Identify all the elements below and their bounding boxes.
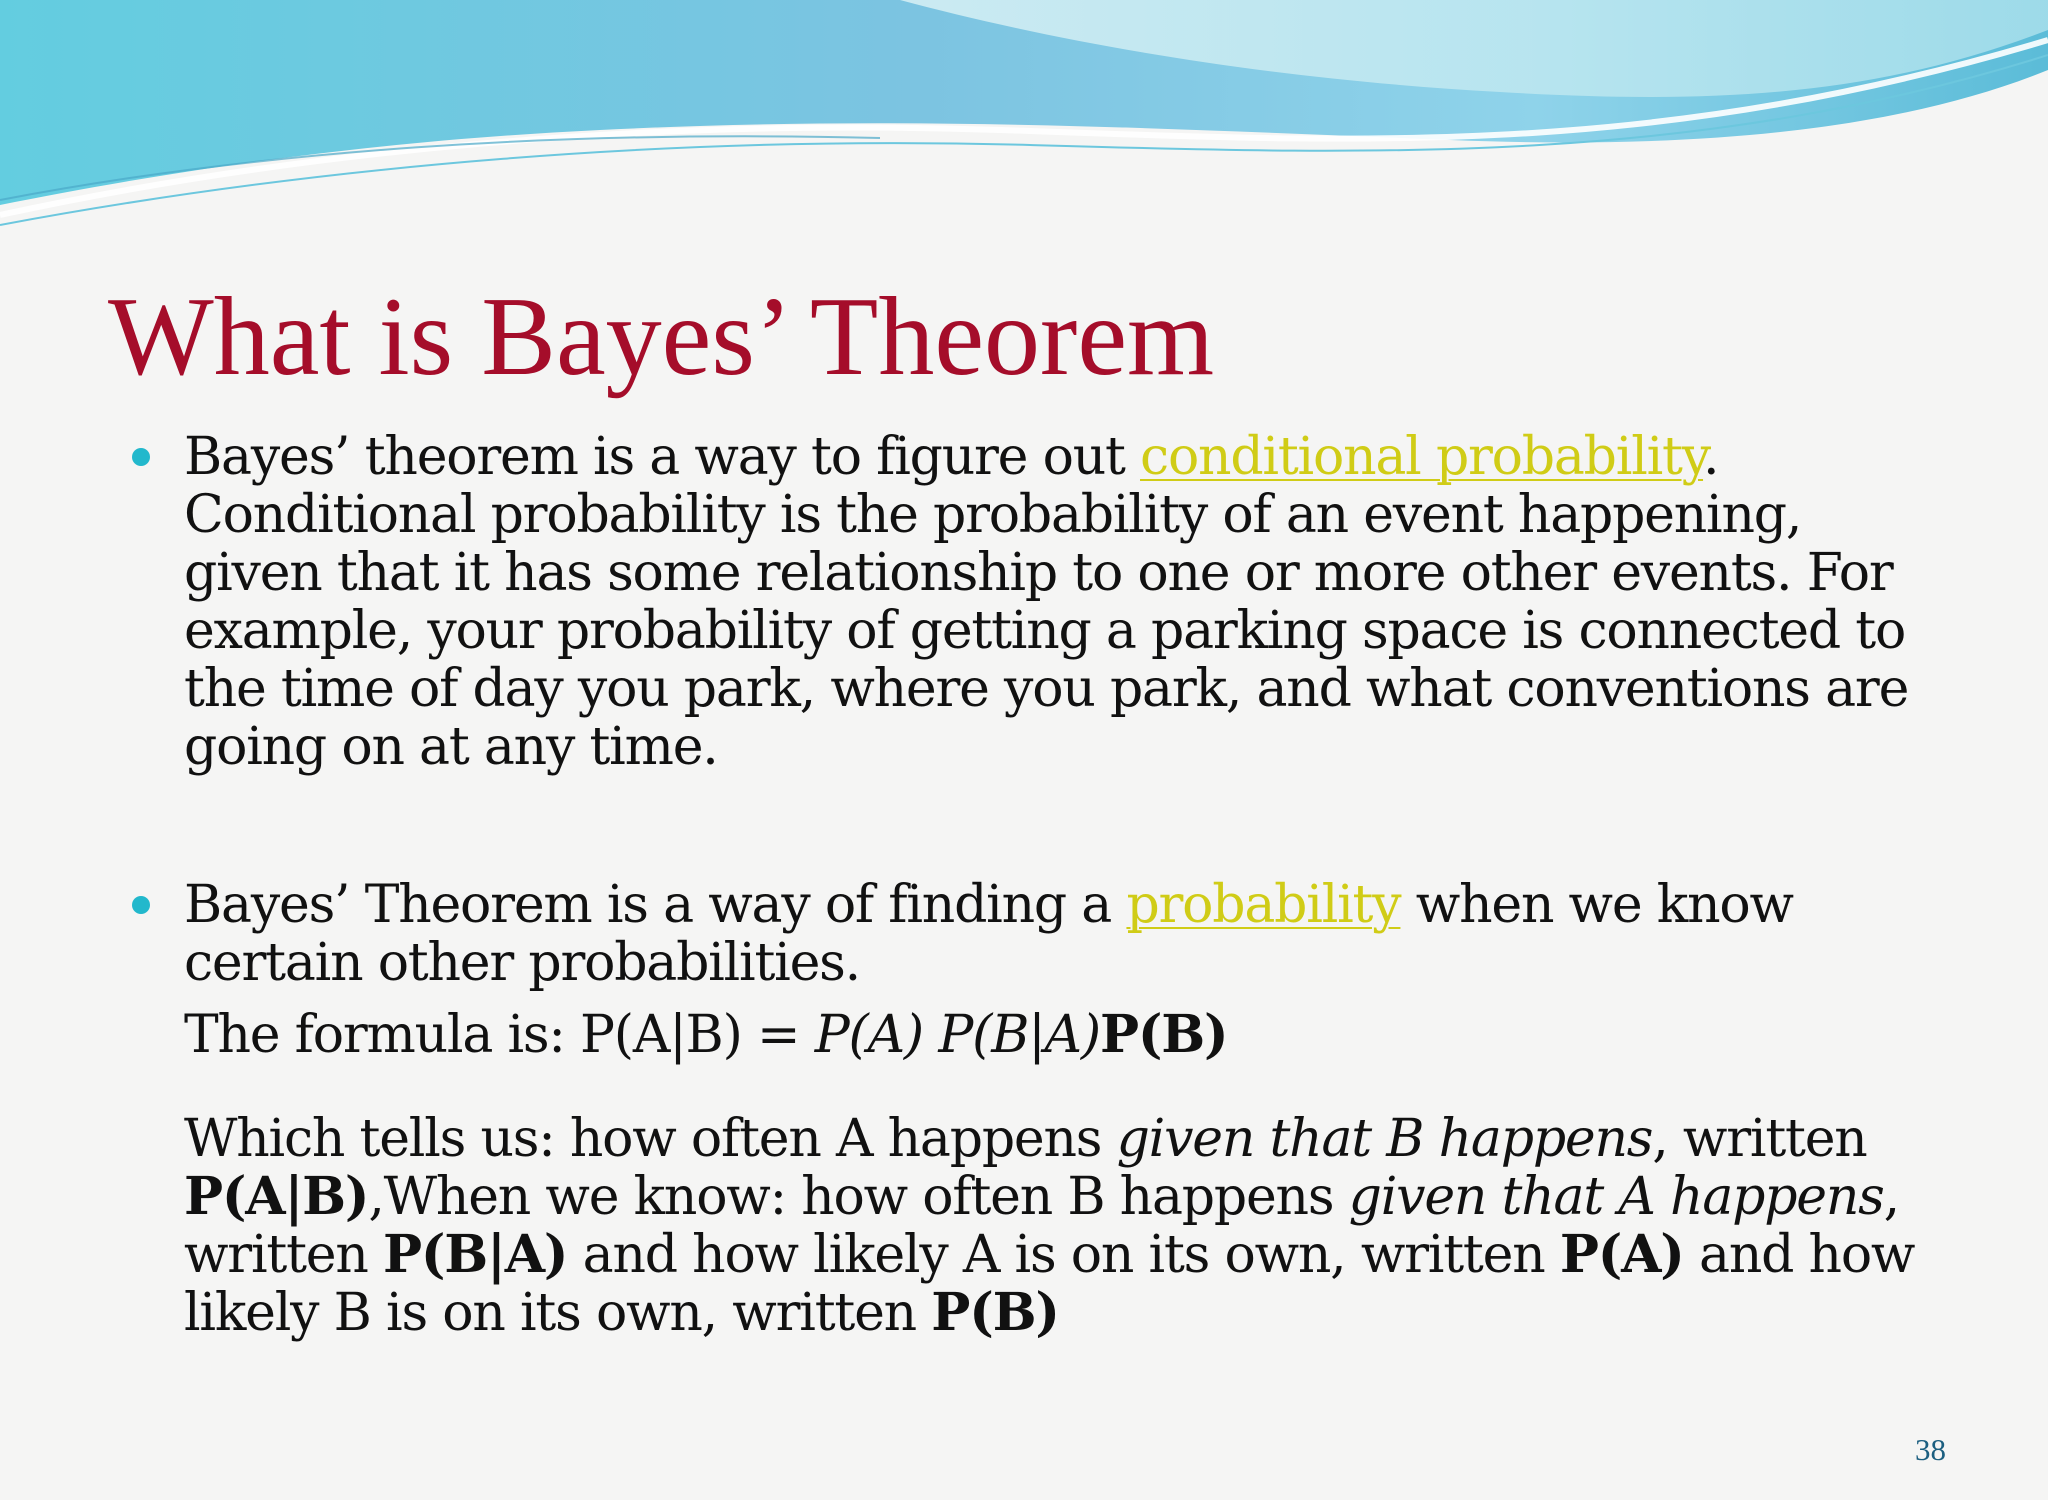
- explanation-text: , written: [184, 1167, 1899, 1285]
- explanation-bold: P(A|B): [184, 1166, 369, 1227]
- bullet-dot-icon: [132, 896, 150, 914]
- explanation-bold: P(A): [1559, 1224, 1684, 1285]
- bullet-item-conditional-probability: [126, 428, 1936, 776]
- page-number: 38: [1915, 1432, 1946, 1467]
- bullet-text-before-link: Bayes’ theorem is a way to figure out: [184, 427, 1141, 487]
- formula-prefix: The formula is: P(A|B) =: [184, 1005, 815, 1065]
- explanation-text: and how likely A is on its own, written: [567, 1225, 1560, 1285]
- explanation-text: Which tells us: how often A happens: [184, 1109, 1117, 1169]
- bullet-text-after-link: . Conditional probability is the probability of an event happening, given that it has some relationship to one or more other events. For example, your probability of getting a parking space is connected to the time of day you park, where you park, and what conventions are going on at any time.: [184, 427, 1909, 777]
- conditional-probability-link[interactable]: conditional probability: [1140, 427, 1704, 487]
- bullet-text-before-link: Bayes’ Theorem is a way of finding a: [184, 875, 1127, 935]
- explanation-text: ,When we know: how often B happens: [368, 1167, 1349, 1227]
- formula-line: [126, 1006, 1936, 1064]
- bullet-dot-icon: [132, 448, 150, 466]
- formula-denominator: P(B): [1100, 1004, 1228, 1065]
- formula-explanation: [126, 1110, 1936, 1342]
- bullet-item-bayes-definition: [126, 876, 1936, 992]
- slide-body: [126, 428, 1936, 1342]
- explanation-bold: P(B): [931, 1282, 1059, 1343]
- explanation-italic: given that A happens: [1348, 1167, 1884, 1227]
- explanation-text: and how likely B is on its own, written: [184, 1225, 1915, 1343]
- explanation-bold: P(B|A): [382, 1224, 568, 1285]
- probability-link[interactable]: probability: [1126, 875, 1401, 935]
- bullet-text-after-link: when we know certain other probabilities.: [184, 875, 1793, 993]
- explanation-text: , written: [1652, 1109, 1867, 1169]
- header-wave-decoration: [0, 0, 2048, 240]
- formula-numerator: P(A) P(B|A): [814, 1005, 1100, 1065]
- explanation-italic: given that B happens: [1116, 1109, 1653, 1169]
- slide-title: What is Bayes’ Theorem: [108, 275, 1215, 399]
